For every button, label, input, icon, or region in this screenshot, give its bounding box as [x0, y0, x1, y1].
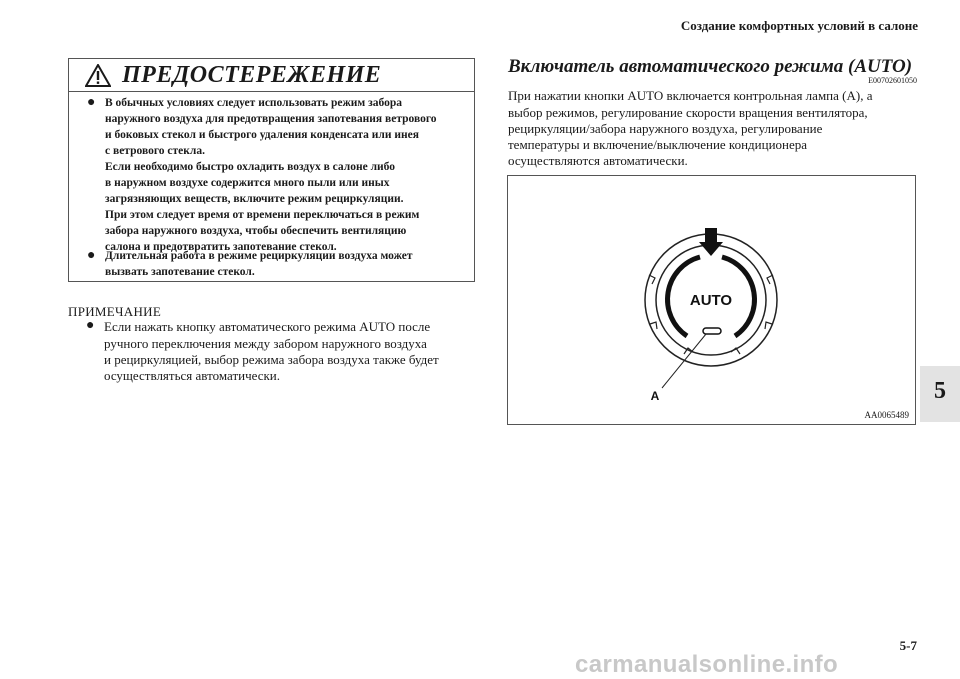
warning-line: Длительная работа в режиме рециркуляции воздуха может: [105, 250, 413, 262]
auto-switch-illustration: [508, 176, 917, 426]
warning-header: [69, 59, 474, 92]
warning-bullet: ●: [87, 248, 96, 263]
indicator-lamp: [703, 328, 721, 334]
section-line: При нажатии кнопки AUTO включается контрольная лампа (A), а: [508, 88, 873, 103]
warning-line: При этом следует время от времени переключаться в режим: [105, 209, 420, 221]
warning-line: вызвать запотевание стекол.: [105, 266, 255, 278]
chapter-number: 5: [934, 378, 946, 404]
warning-triangle-icon: [85, 64, 111, 87]
auto-button-label: AUTO: [689, 292, 733, 309]
warning-line: с ветрового стекла.: [105, 145, 205, 157]
note-line: осуществляться автоматически.: [104, 368, 281, 383]
note-bullet: ●: [86, 318, 95, 333]
section-line: рециркуляции/забора наружного воздуха, регулирование: [508, 121, 823, 136]
figure-code: AA0065489: [864, 410, 909, 420]
auto-switch-figure: [507, 175, 916, 425]
note-line: ручного переключения между забором наружного воздуха: [104, 336, 427, 351]
section-line: осуществляются автоматически.: [508, 153, 688, 168]
watermark: carmanualsonline.info: [575, 651, 839, 678]
warning-line: и боковых стекол и быстрого удаления конденсата или инея: [105, 129, 419, 141]
warning-line: наружного воздуха для предотвращения запотевания ветрового: [105, 113, 437, 125]
chapter-tab: [920, 366, 960, 422]
warning-box: [68, 58, 475, 282]
note-line: Если нажать кнопку автоматического режима AUTO после: [104, 319, 431, 334]
warning-bullet: ●: [87, 95, 96, 110]
section-line: температуры и включение/выключение кондиционера: [508, 137, 808, 152]
warning-line: В обычных условиях следует использовать режим забора: [105, 97, 403, 109]
warning-line: салона и предотвратить запотевание стекол.: [105, 241, 337, 253]
section-line: выбор режимов, регулирование скорости вращения вентилятора,: [508, 105, 868, 120]
callout-label: A: [650, 389, 660, 403]
section-code: E00702601050: [868, 76, 917, 85]
note-label: ПРИМЕЧАНИЕ: [68, 304, 162, 319]
warning-line: Если необходимо быстро охладить воздух в салоне либо: [105, 161, 396, 173]
note-line: и рециркуляцией, выбор режима забора воздуха также будет: [104, 352, 439, 367]
warning-title: ПРЕДОСТЕРЕЖЕНИЕ: [122, 62, 382, 88]
warning-line: забора наружного воздуха, чтобы обеспечить вентиляцию: [105, 225, 407, 237]
warning-line: загрязняющих веществ, включите режим рециркуляции.: [105, 193, 404, 205]
warning-line: в наружном воздухе содержится много пыли или иных: [105, 177, 390, 189]
section-title: Включатель автоматического режима (AUTO): [508, 56, 913, 77]
page-number: 5-7: [899, 638, 917, 653]
page-header-title: Создание комфортных условий в салоне: [680, 18, 918, 33]
